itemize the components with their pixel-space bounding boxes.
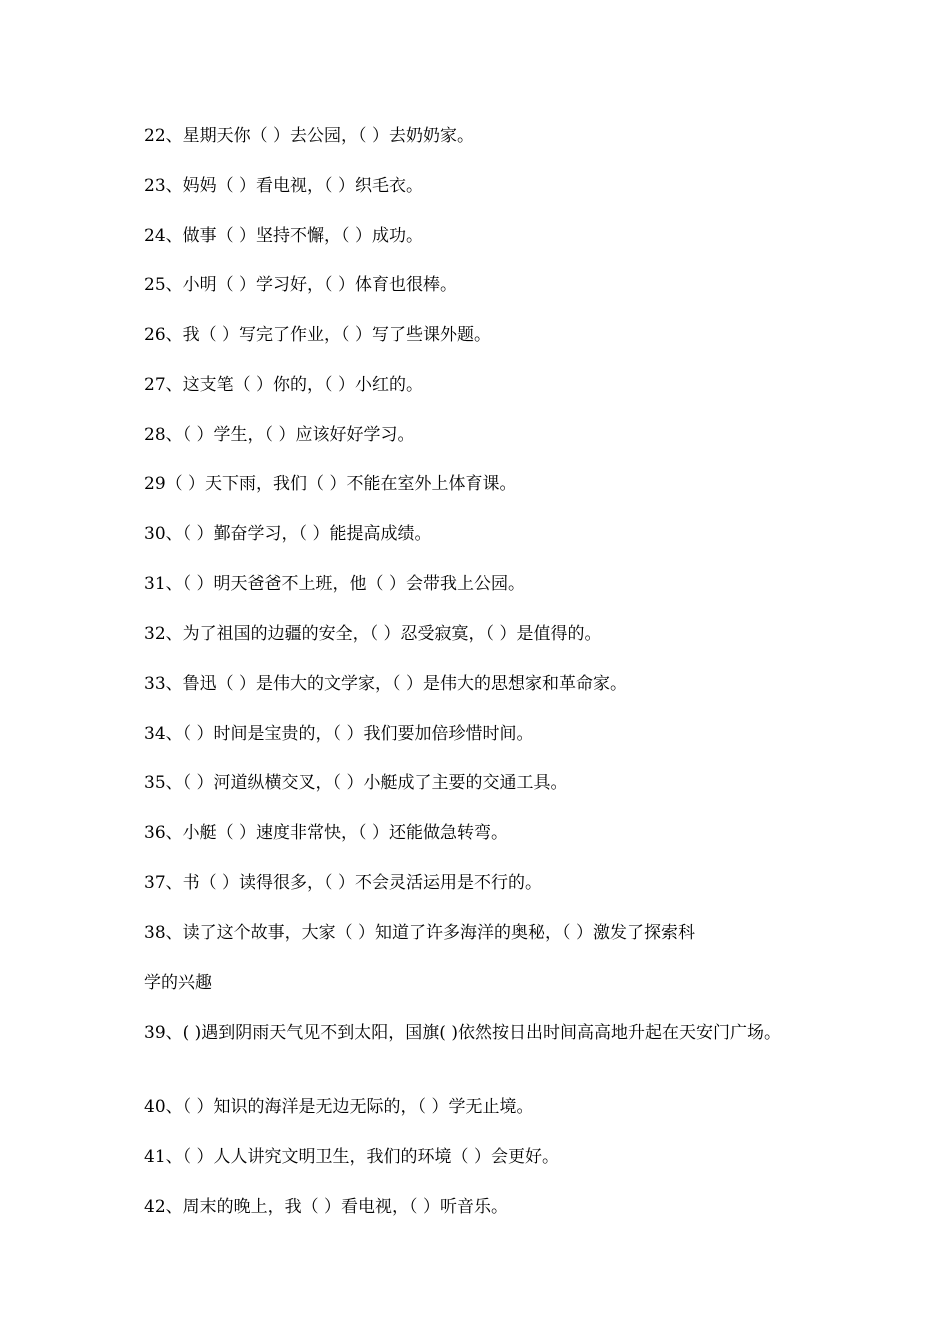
question-23: 23、妈妈（ ）看电视，（ ）织毛衣。: [144, 176, 423, 196]
question-39: 39、( )遇到阴雨天气见不到太阳，国旗( )依然按日出时间高高地升起在天安门广场。: [144, 1023, 781, 1043]
question-38: 38、读了这个故事，大家（ ）知道了许多海洋的奥秘，（ ）激发了探索科: [144, 923, 695, 943]
question-31: 31、（ ）明天爸爸不上班，他（ ）会带我上公园。: [144, 574, 525, 594]
question-22: 22、星期天你（ ）去公园，（ ）去奶奶家。: [144, 126, 474, 146]
question-36: 36、小艇（ ）速度非常快，（ ）还能做急转弯。: [144, 823, 508, 843]
question-25: 25、小明（ ）学习好，（ ）体育也很棒。: [144, 275, 457, 295]
question-29: 29（ ）天下雨，我们（ ）不能在室外上体育课。: [144, 474, 517, 494]
question-24: 24、做事（ ）坚持不懈，（ ）成功。: [144, 226, 423, 246]
question-32: 32、为了祖国的边疆的安全，（ ）忍受寂寞，（ ）是值得的。: [144, 624, 602, 644]
question-34: 34、（ ）时间是宝贵的，（ ）我们要加倍珍惜时间。: [144, 724, 534, 744]
question-40: 40、（ ）知识的海洋是无边无际的，（ ）学无止境。: [144, 1097, 534, 1117]
question-30: 30、（ ）鄞奋学习，（ ）能提高成绩。: [144, 524, 432, 544]
question-27: 27、这支笔（ ）你的，（ ）小红的。: [144, 375, 423, 395]
question-41: 41、（ ）人人讲究文明卫生，我们的环境（ ）会更好。: [144, 1147, 559, 1167]
question-35: 35、（ ）河道纵横交叉，（ ）小艇成了主要的交通工具。: [144, 773, 568, 793]
question-38-continued: 学的兴趣: [144, 973, 212, 993]
question-28: 28、（ ）学生，（ ）应该好好学习。: [144, 425, 415, 445]
question-42: 42、周末的晚上，我（ ）看电视，（ ）听音乐。: [144, 1197, 508, 1217]
question-37: 37、书（ ）读得很多，（ ）不会灵活运用是不行的。: [144, 873, 542, 893]
question-33: 33、鲁迅（ ）是伟大的文学家，（ ）是伟大的思想家和革命家。: [144, 674, 627, 694]
question-26: 26、我（ ）写完了作业，（ ）写了些课外题。: [144, 325, 491, 345]
